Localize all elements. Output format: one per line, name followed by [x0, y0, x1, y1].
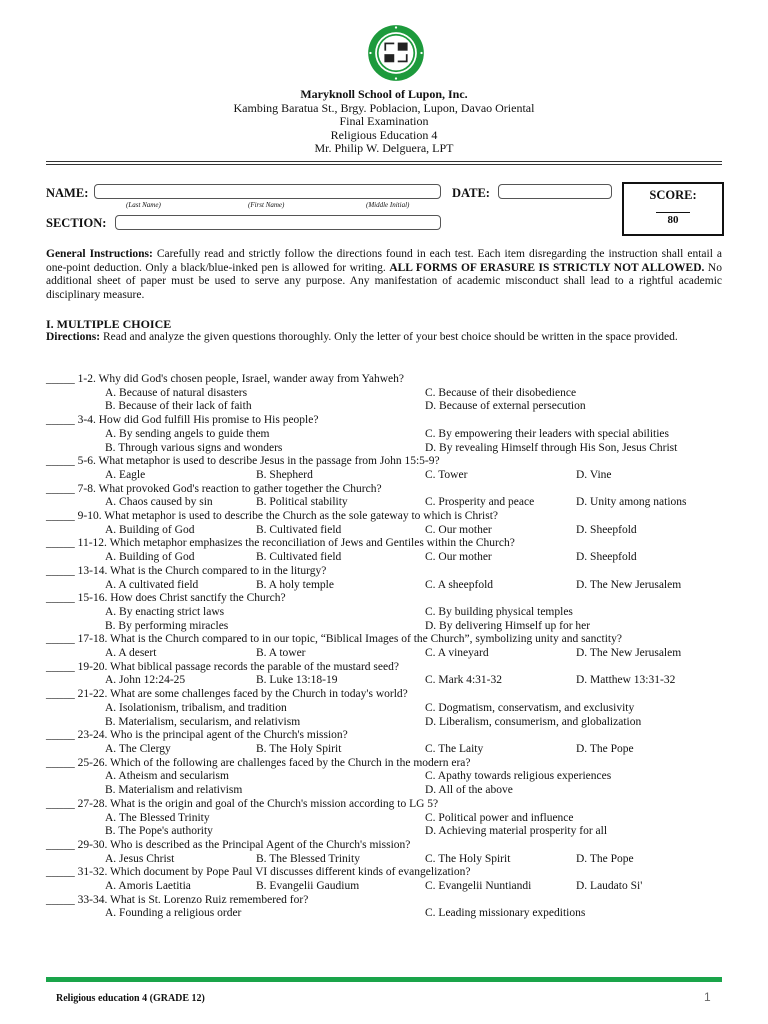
- answer-choice: C. The Holy Spirit: [425, 852, 511, 865]
- choice-row: [46, 784, 722, 798]
- answer-choice: D. The New Jerusalem: [576, 647, 682, 660]
- score-total: 80: [667, 214, 679, 226]
- answer-choice: D. The New Jerusalem: [576, 578, 682, 591]
- answer-choice: B. The Blessed Trinity: [256, 852, 360, 865]
- choice-row: [46, 674, 722, 688]
- question-stem: _____ 3-4. How did God fulfill His promise to His people?: [46, 414, 319, 427]
- answer-choice: C. Apathy towards religious experiences: [425, 770, 612, 783]
- answer-choice: B. Materialism and relativism: [105, 784, 243, 797]
- instructions-text-2: No additional sheet of paper must be used to serve any purpose. Any manifestation of academic misconduct shall lead to a rightful academic disciplinary measure.: [46, 261, 722, 301]
- question-stem: _____ 27-28. What is the origin and goal of the Church's mission according to LG 5?: [46, 797, 439, 810]
- name-input-box[interactable]: [94, 184, 441, 199]
- instructions-text-1: Carefully read and strictly follow the directions found in each test. Each item disregarding the instruction shall entail a one-point deduction. Only a black/blue-inked pen is allowed for writing.: [46, 248, 722, 274]
- question-item: [46, 483, 722, 510]
- answer-choice: A. Founding a religious order: [105, 907, 242, 920]
- answer-choice: B. Because of their lack of faith: [105, 400, 252, 413]
- choice-row: [46, 743, 722, 757]
- answer-choice: A. By enacting strict laws: [105, 605, 225, 618]
- answer-choice: C. Dogmatism, conservatism, and exclusivity: [425, 701, 635, 714]
- question-item: [46, 688, 722, 729]
- answer-choice: B. Cultivated field: [256, 551, 342, 564]
- answer-choice: B. Evangelii Gaudium: [256, 880, 360, 893]
- answer-choice: D. By delivering Himself up for her: [425, 619, 591, 632]
- last-name-caption: (Last Name): [126, 201, 161, 209]
- answer-choice: C. Tower: [425, 468, 468, 481]
- choice-row: [46, 716, 722, 730]
- directions-text: Read and analyze the given questions thoroughly. Only the letter of your best choice should be written in the space provided.: [100, 331, 678, 343]
- choice-row: [46, 647, 722, 661]
- score-label: SCORE:: [649, 188, 697, 202]
- answer-choice: A. The Blessed Trinity: [105, 811, 210, 824]
- choice-row: [46, 770, 722, 784]
- answer-choice: C. Because of their disobedience: [425, 386, 577, 399]
- answer-choice: D. Because of external persecution: [425, 400, 586, 413]
- answer-choice: A. Building of God: [105, 523, 195, 536]
- answer-choice: B. A holy temple: [256, 578, 334, 591]
- question-stem: _____ 31-32. Which document by Pope Paul VI discusses different kinds of evangelization?: [46, 866, 471, 879]
- answer-choice: B. By performing miracles: [105, 619, 229, 632]
- answer-choice: C. Our mother: [425, 523, 492, 536]
- question-item: [46, 729, 722, 756]
- question-item: [46, 455, 722, 482]
- question-stem: _____ 21-22. What are some challenges faced by the Church in today's world?: [46, 688, 408, 701]
- choice-row: [46, 579, 722, 593]
- answer-choice: B. The Pope's authority: [105, 825, 213, 838]
- choice-row: [46, 620, 722, 634]
- answer-choice: B. Luke 13:18-19: [256, 674, 338, 687]
- choice-row: [46, 853, 722, 867]
- answer-choice: A. Jesus Christ: [105, 852, 175, 865]
- answer-choice: A. Because of natural disasters: [105, 386, 248, 399]
- answer-choice: C. Evangelii Nuntiandi: [425, 880, 532, 893]
- choice-row: [46, 880, 722, 894]
- answer-choice: D. The Pope: [576, 742, 634, 755]
- instructions-label: General Instructions:: [46, 248, 153, 260]
- answer-choice: A. Building of God: [105, 551, 195, 564]
- answer-choice: A. John 12:24-25: [105, 674, 186, 687]
- answer-choice: A. By sending angels to guide them: [105, 427, 270, 440]
- choice-row: [46, 496, 722, 510]
- section-directions: [46, 331, 722, 345]
- question-item: [46, 565, 722, 592]
- question-stem: _____ 9-10. What metaphor is used to describe the Church as the sole gateway to which is Christ?: [46, 510, 499, 523]
- answer-choice: A. A desert: [105, 647, 157, 660]
- date-label: DATE:: [452, 186, 490, 200]
- header-divider-bottom: [46, 164, 722, 165]
- answer-choice: C. Leading missionary expeditions: [425, 907, 586, 920]
- choice-row: [46, 812, 722, 826]
- answer-choice: A. Chaos caused by sin: [105, 496, 213, 509]
- school-address: Kambing Baratua St., Brgy. Poblacion, Lupon, Davao Oriental: [233, 100, 535, 115]
- answer-choice: C. By building physical temples: [425, 605, 573, 618]
- answer-choice: A. The Clergy: [105, 742, 171, 755]
- answer-choice: A. Amoris Laetitia: [105, 880, 191, 893]
- middle-initial-caption: (Middle Initial): [366, 201, 410, 209]
- question-stem: _____ 29-30. Who is described as the Principal Agent of the Church's mission?: [46, 838, 411, 851]
- question-stem: _____ 25-26. Which of the following are challenges faced by the Church in the modern era?: [46, 756, 471, 769]
- section-title: I. MULTIPLE CHOICE: [46, 317, 172, 331]
- question-item: [46, 414, 722, 455]
- answer-choice: C. The Laity: [425, 742, 484, 755]
- choice-row: [46, 387, 722, 401]
- choice-row: [46, 524, 722, 538]
- page-number: 1: [704, 990, 711, 1004]
- first-name-caption: (First Name): [248, 201, 285, 209]
- answer-choice: D. All of the above: [425, 784, 513, 797]
- answer-choice: B. Shepherd: [256, 468, 313, 481]
- choice-row: [46, 907, 722, 921]
- answer-choice: C. By empowering their leaders with special abilities: [425, 427, 669, 440]
- answer-choice: C. A vineyard: [425, 647, 489, 660]
- choice-row: [46, 606, 722, 620]
- question-item: [46, 661, 722, 688]
- answer-choice: D. Laudato Si': [576, 880, 643, 893]
- question-stem: _____ 17-18. What is the Church compared to in our topic, “Biblical Images of the Church”, symbolizing unity and sanctity?: [46, 633, 622, 646]
- answer-choice: B. The Holy Spirit: [256, 742, 342, 755]
- answer-choice: D. The Pope: [576, 852, 634, 865]
- question-stem: _____ 5-6. What metaphor is used to describe Jesus in the passage from John 15:5-9?: [46, 455, 440, 468]
- answer-choice: C. Mark 4:31-32: [425, 674, 502, 687]
- answer-choice: D. Achieving material prosperity for all: [425, 825, 608, 838]
- question-item: [46, 866, 722, 893]
- question-item: [46, 537, 722, 564]
- question-stem: _____ 33-34. What is St. Lorenzo Ruiz remembered for?: [46, 893, 309, 906]
- choice-row: [46, 551, 722, 565]
- school-seal-logo: [367, 24, 425, 82]
- date-input-box[interactable]: [498, 184, 612, 199]
- answer-choice: D. Sheepfold: [576, 523, 637, 536]
- question-list: [46, 373, 722, 921]
- answer-choice: C. Political power and influence: [425, 811, 574, 824]
- school-name: Maryknoll School of Lupon, Inc.: [300, 87, 468, 101]
- question-item: [46, 839, 722, 866]
- header-divider-top: [46, 161, 722, 162]
- question-item: [46, 373, 722, 414]
- question-stem: _____ 1-2. Why did God's chosen people, Israel, wander away from Yahweh?: [46, 373, 404, 385]
- answer-choice: D. By revealing Himself through His Son, Jesus Christ: [425, 441, 678, 454]
- question-item: [46, 510, 722, 537]
- section-input-box[interactable]: [115, 215, 441, 230]
- question-item: [46, 757, 722, 798]
- footer-course: Religious education 4 (GRADE 12): [56, 993, 205, 1004]
- footer-green-bar: [46, 977, 722, 982]
- answer-choice: B. A tower: [256, 647, 306, 660]
- subject-title: Religious Education 4: [330, 127, 438, 142]
- answer-choice: B. Political stability: [256, 496, 348, 509]
- question-stem: _____ 7-8. What provoked God's reaction to gather together the Church?: [46, 482, 382, 495]
- choice-row: [46, 825, 722, 839]
- answer-choice: D. Sheepfold: [576, 551, 637, 564]
- choice-row: [46, 428, 722, 442]
- answer-choice: B. Materialism, secularism, and relativism: [105, 715, 301, 728]
- directions-label: Directions:: [46, 331, 101, 343]
- answer-choice: D. Matthew 13:31-32: [576, 674, 676, 687]
- answer-choice: C. Our mother: [425, 551, 492, 564]
- question-stem: _____ 11-12. Which metaphor emphasizes the reconciliation of Jews and Gentiles within the Church?: [46, 537, 515, 550]
- question-item: [46, 798, 722, 839]
- choice-row: [46, 442, 722, 456]
- question-stem: _____ 19-20. What biblical passage records the parable of the mustard seed?: [46, 660, 399, 673]
- exam-title: Final Examination: [339, 114, 429, 128]
- answer-choice: D. Vine: [576, 468, 612, 481]
- choice-row: [46, 400, 722, 414]
- answer-choice: A. Isolationism, tribalism, and tradition: [105, 701, 287, 714]
- section-label: SECTION:: [46, 216, 107, 230]
- general-instructions: [46, 248, 722, 302]
- score-blank[interactable]: [656, 212, 690, 213]
- answer-choice: B. Cultivated field: [256, 523, 342, 536]
- answer-choice: A. Atheism and secularism: [105, 770, 229, 783]
- question-stem: _____ 13-14. What is the Church compared to in the liturgy?: [46, 564, 327, 577]
- score-box: [622, 182, 724, 236]
- question-stem: _____ 23-24. Who is the principal agent of the Church's mission?: [46, 729, 348, 742]
- answer-choice: B. Through various signs and wonders: [105, 441, 283, 454]
- instructions-erasure-warning: ALL FORMS OF ERASURE IS STRICTLY NOT ALLOWED.: [389, 261, 705, 274]
- answer-choice: A. Eagle: [105, 468, 146, 481]
- answer-choice: D. Liberalism, consumerism, and globalization: [425, 715, 642, 728]
- name-label: NAME:: [46, 186, 89, 200]
- choice-row: [46, 702, 722, 716]
- answer-choice: C. Prosperity and peace: [425, 496, 535, 509]
- answer-choice: D. Unity among nations: [576, 496, 687, 509]
- answer-choice: C. A sheepfold: [425, 578, 494, 591]
- choice-row: [46, 469, 722, 483]
- question-item: [46, 592, 722, 633]
- question-item: [46, 894, 722, 921]
- question-stem: _____ 15-16. How does Christ sanctify the Church?: [46, 592, 286, 605]
- teacher-name: Mr. Philip W. Delguera, LPT: [314, 141, 454, 155]
- answer-choice: A. A cultivated field: [105, 578, 199, 591]
- question-item: [46, 633, 722, 660]
- document-header: [0, 88, 768, 156]
